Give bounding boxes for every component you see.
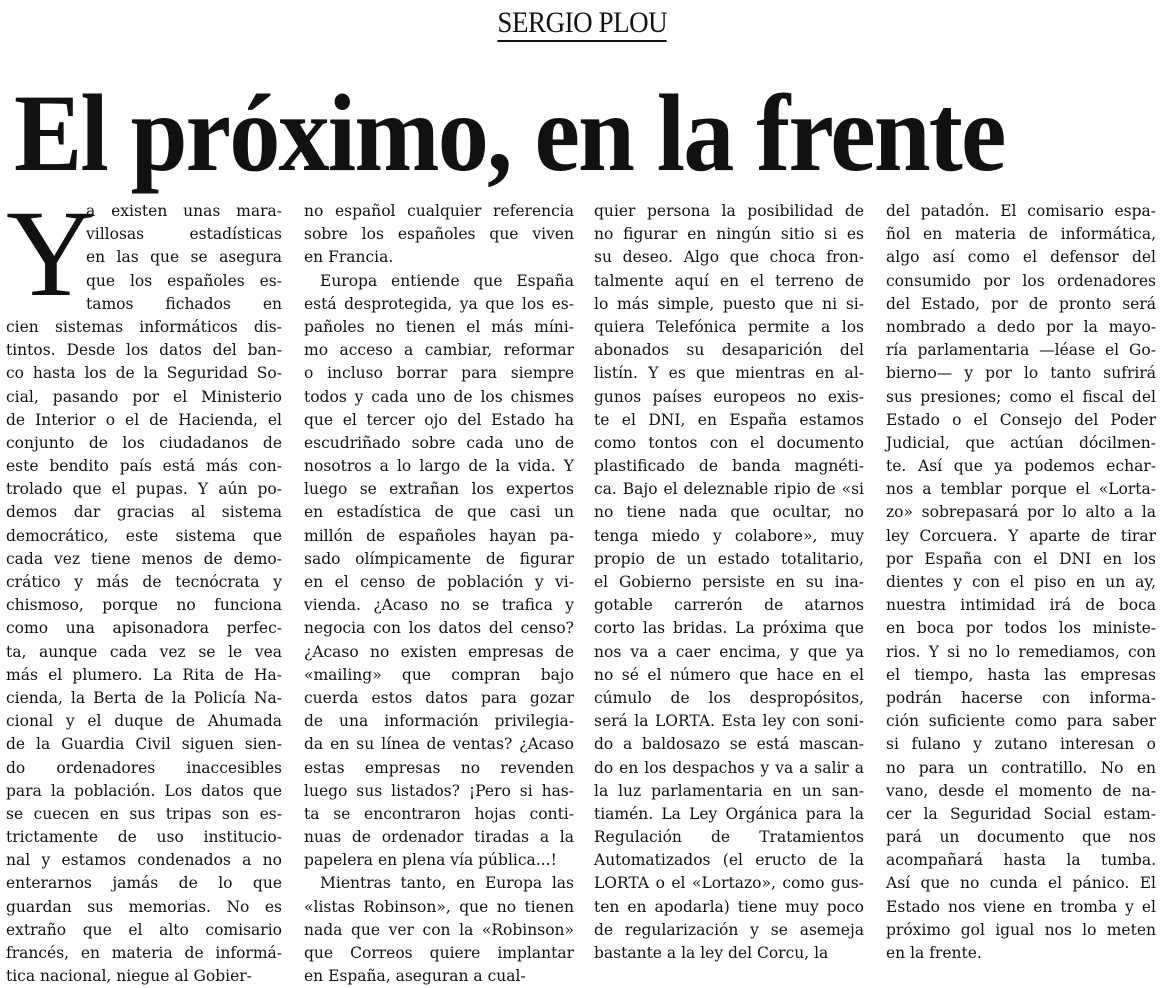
text-line: zo» sobrepasará por lo alto a la xyxy=(886,503,1156,522)
text-line: bastante a la ley del Corcu, la xyxy=(594,944,829,962)
text-line: de regularización y se asemeja xyxy=(594,920,864,939)
text-line: en Francia. xyxy=(304,248,394,267)
text-line: «mailing» que compran bajo xyxy=(304,665,574,684)
text-line: quier persona la posibilidad de xyxy=(594,202,864,220)
text-line: que el tercer ojo del Estado ha xyxy=(304,410,574,429)
text-line: a existen unas mara- xyxy=(86,202,282,220)
text-line: de una información privilegia- xyxy=(304,712,574,731)
text-line: guardan sus memorias. No es xyxy=(6,897,282,916)
text-line: no español cualquier referencia xyxy=(304,202,574,220)
text-line: que los españoles es- xyxy=(86,271,282,290)
text-line: la luz parlamentaria en un san- xyxy=(594,781,864,800)
headline: El próximo, en la frente xyxy=(14,72,1005,194)
text-line: Estado nos viene en tromba y el xyxy=(886,897,1156,916)
text-line: escudriñado sobre cada uno de xyxy=(304,433,574,452)
text-line: do ordenadores inaccesibles xyxy=(6,758,282,777)
text-line: cúmulo de los despropósitos, xyxy=(594,688,864,707)
text-line: que Correos quiere implantar xyxy=(304,944,574,962)
text-line: ca. Bajo el deleznable ripio de «si xyxy=(594,480,864,499)
text-line: gunos países europeos no exis- xyxy=(594,387,864,406)
text-line: nosotros a lo largo de la vida. Y xyxy=(304,457,574,476)
text-line: nuas de ordenador tiradas a la xyxy=(304,828,574,847)
text-line: en estadística de que casi un xyxy=(304,503,574,522)
text-line: nos a temblar porque el «Lorta- xyxy=(886,480,1156,499)
text-line: nuestra intimidad irá de boca xyxy=(886,596,1156,615)
text-line: trictamente de uso institucio- xyxy=(6,828,282,847)
text-line: más el plumero. La Rita de Ha- xyxy=(6,665,282,684)
text-line: Automatizados (el eructo de la xyxy=(594,851,864,870)
text-line: nombrado a dedo por la mayo- xyxy=(886,317,1156,336)
text-line: Así que no cunda el pánico. El xyxy=(886,874,1156,893)
text-line: democrático, este sistema que xyxy=(6,526,282,545)
text-line: cional y el duque de Ahumada xyxy=(6,712,282,731)
text-line: por España con el DNI en los xyxy=(886,549,1156,568)
text-line: o incluso borrar para siempre xyxy=(304,364,574,383)
text-line: sado olímpicamente de figurar xyxy=(304,549,574,568)
text-line: luego sus listados? ¡Pero si has- xyxy=(304,781,574,800)
text-line: en la frente. xyxy=(886,944,982,962)
text-line: se cuecen en sus tripas son es- xyxy=(6,804,282,823)
text-line: tenga miedo y colabore», muy xyxy=(594,526,864,545)
text-line: en el censo de población y vi- xyxy=(304,573,574,591)
text-line: corto las bridas. La próxima que xyxy=(594,619,864,638)
text-line: Europa entiende que España xyxy=(320,271,574,290)
text-line: cer la Seguridad Social estam- xyxy=(886,804,1156,823)
text-line: sus presiones; como el fiscal del xyxy=(886,387,1156,406)
text-line: ¿Acaso no existen empresas de xyxy=(304,642,574,661)
text-line: acompañará hasta la tumba. xyxy=(886,851,1156,870)
text-line: lo más simple, puesto que ni si- xyxy=(594,294,864,313)
text-line: ta se encontraron hojas conti- xyxy=(304,804,574,823)
text-line: villosas estadísticas xyxy=(86,225,282,244)
text-line: el tiempo, hasta las empresas xyxy=(886,665,1156,684)
text-line: no tiene nada que ocultar, no xyxy=(594,503,864,522)
text-line: nos va a caer encima, y que ya xyxy=(594,642,864,661)
text-line: pará un documento que nos xyxy=(886,828,1156,847)
text-line: sobre los españoles que viven xyxy=(304,225,574,244)
text-line: gotable carrerón de atarnos xyxy=(594,596,864,615)
text-line: ñol en materia de informática, xyxy=(886,225,1156,244)
text-line: vano, desde el momento de na- xyxy=(886,781,1156,800)
text-line: propio de un estado totalitario, xyxy=(594,549,864,568)
text-line: rios. Y si no lo remediamos, con xyxy=(886,642,1156,661)
text-line: Regulación de Tratamientos xyxy=(594,828,864,847)
text-line: del patadón. El comisario espa- xyxy=(886,202,1156,220)
text-line: plastificado de banda magnéti- xyxy=(594,457,864,476)
drop-cap: Y xyxy=(6,185,96,322)
text-line: si fulano y zutano interesan o xyxy=(886,735,1156,754)
text-line: luego se extrañan los expertos xyxy=(304,480,574,499)
text-line: conjunto de los ciudadanos de xyxy=(6,433,282,452)
text-column-4 xyxy=(886,200,1156,965)
text-line: será la LORTA. Esta ley con soni- xyxy=(594,712,864,731)
text-line: del Estado, por de pronto será xyxy=(886,294,1156,313)
text-line: no sé el número que hace en el xyxy=(594,665,864,684)
text-line: su deseo. Algo que choca fron- xyxy=(594,248,864,267)
text-line: do en los despachos y va a salir a xyxy=(594,758,864,777)
text-line: cuerda estos datos para gozar xyxy=(304,688,574,707)
text-line: en las que se asegura xyxy=(86,248,282,267)
text-line: millón de españoles hayan pa- xyxy=(304,526,574,545)
text-line: de Interior o el de Hacienda, el xyxy=(6,410,282,429)
text-line: el Gobierno persiste en su ina- xyxy=(594,573,864,591)
text-line: consumido por los ordenadores xyxy=(886,271,1156,290)
text-line: en España, aseguran a cual- xyxy=(304,967,526,986)
text-line: francés, en materia de informá- xyxy=(6,944,282,962)
text-line: no para un contratillo. No en xyxy=(886,758,1156,777)
text-line: ley Corcuera. Y aparte de tirar xyxy=(886,526,1156,545)
text-line: no figurar en ningún sitio si es xyxy=(594,225,864,244)
text-line: negocia con los datos del censo? xyxy=(304,619,574,638)
text-line: ten en apodarla) tiene muy poco xyxy=(594,897,864,916)
text-line: co hasta los de la Seguridad So- xyxy=(6,364,282,383)
text-line: do a baldosazo se está mascan- xyxy=(594,735,864,754)
text-line: de la Guardia Civil siguen sien- xyxy=(6,735,282,754)
text-line: Judicial, que actúan dócilmen- xyxy=(886,433,1156,452)
text-line: ta, aunque cada vez se le vea xyxy=(6,642,282,661)
author-byline: SERGIO PLOU xyxy=(497,6,666,42)
text-line: vienda. ¿Acaso no se trafica y xyxy=(304,596,574,615)
text-line: chismoso, porque no funciona xyxy=(6,596,282,615)
text-line: extraño que el alto comisario xyxy=(6,920,282,939)
text-line: bierno— y por lo tanto sufrirá xyxy=(886,364,1156,383)
text-line: «listas Robinson», que no tienen xyxy=(304,897,574,916)
text-line: dientes y con el piso en un ay, xyxy=(886,573,1156,591)
text-line: LORTA o el «Lortazo», como gus- xyxy=(594,874,864,893)
text-line: da en su línea de ventas? ¿Acaso xyxy=(304,735,574,754)
text-line: ría parlamentaria —léase el Go- xyxy=(886,341,1156,360)
text-line: como una apisonadora perfec- xyxy=(6,619,282,638)
text-line: papelera en plena vía pública...! xyxy=(304,851,557,870)
text-line: enterarnos jamás de lo que xyxy=(6,874,282,893)
text-line: próximo gol igual nos lo meten xyxy=(886,920,1156,939)
text-line: está desprotegida, ya que los es- xyxy=(304,294,574,313)
text-line: para la población. Los datos que xyxy=(6,781,282,800)
text-line: en boca por todos los ministe- xyxy=(886,619,1156,638)
text-line: podrán hacerse con informa- xyxy=(886,688,1156,707)
text-line: Estado o el Consejo del Poder xyxy=(886,410,1156,429)
text-line: cial, pasando por el Ministerio xyxy=(6,387,282,406)
text-line: abonados su desaparición del xyxy=(594,341,864,360)
text-line: estas empresas no revenden xyxy=(304,758,574,777)
text-line: cienda, la Berta de la Policía Na- xyxy=(6,688,282,707)
text-line: tiamén. La Ley Orgánica para la xyxy=(594,804,864,823)
text-line: demos dar gracias al sistema xyxy=(6,503,282,522)
text-column-3 xyxy=(594,200,864,965)
text-line: cien sistemas informáticos dis- xyxy=(6,317,282,336)
text-line: listín. Y es que mientras en al- xyxy=(594,364,864,383)
text-line: tintos. Desde los datos del ban- xyxy=(6,341,282,360)
text-line: cada vez tiene menos de demo- xyxy=(6,549,282,568)
text-line: Mientras tanto, en Europa las xyxy=(320,874,574,893)
text-line: este bendito país está más con- xyxy=(6,457,282,476)
text-line: nal y estamos condenados a no xyxy=(6,851,282,870)
text-line: nada que ver con la «Robinson» xyxy=(304,920,574,939)
text-line: todos y cada uno de los chismes xyxy=(304,387,574,406)
text-line: tica nacional, niegue al Gobier- xyxy=(6,967,252,986)
text-line: mo acceso a cambiar, reformar xyxy=(304,341,574,360)
text-column-1 xyxy=(6,185,282,988)
text-line: te el DNI, en España estamos xyxy=(594,410,864,429)
text-line: crático y más de tecnócrata y xyxy=(6,573,282,591)
text-line: tamos fichados en xyxy=(86,294,282,313)
text-line: pañoles no tienen el más míni- xyxy=(304,317,574,336)
text-line: quiera Telefónica permite a los xyxy=(594,317,864,336)
text-line: talmente aquí en el terreno de xyxy=(594,271,864,290)
text-line: como tontos con el documento xyxy=(594,433,864,452)
text-column-2 xyxy=(304,200,574,988)
text-line: ción suficiente como para saber xyxy=(886,712,1156,731)
text-line: te. Así que ya podemos echar- xyxy=(886,457,1156,476)
text-line: algo así como el defensor del xyxy=(886,248,1156,267)
text-line: trolado que el pupas. Y aún po- xyxy=(6,480,282,499)
